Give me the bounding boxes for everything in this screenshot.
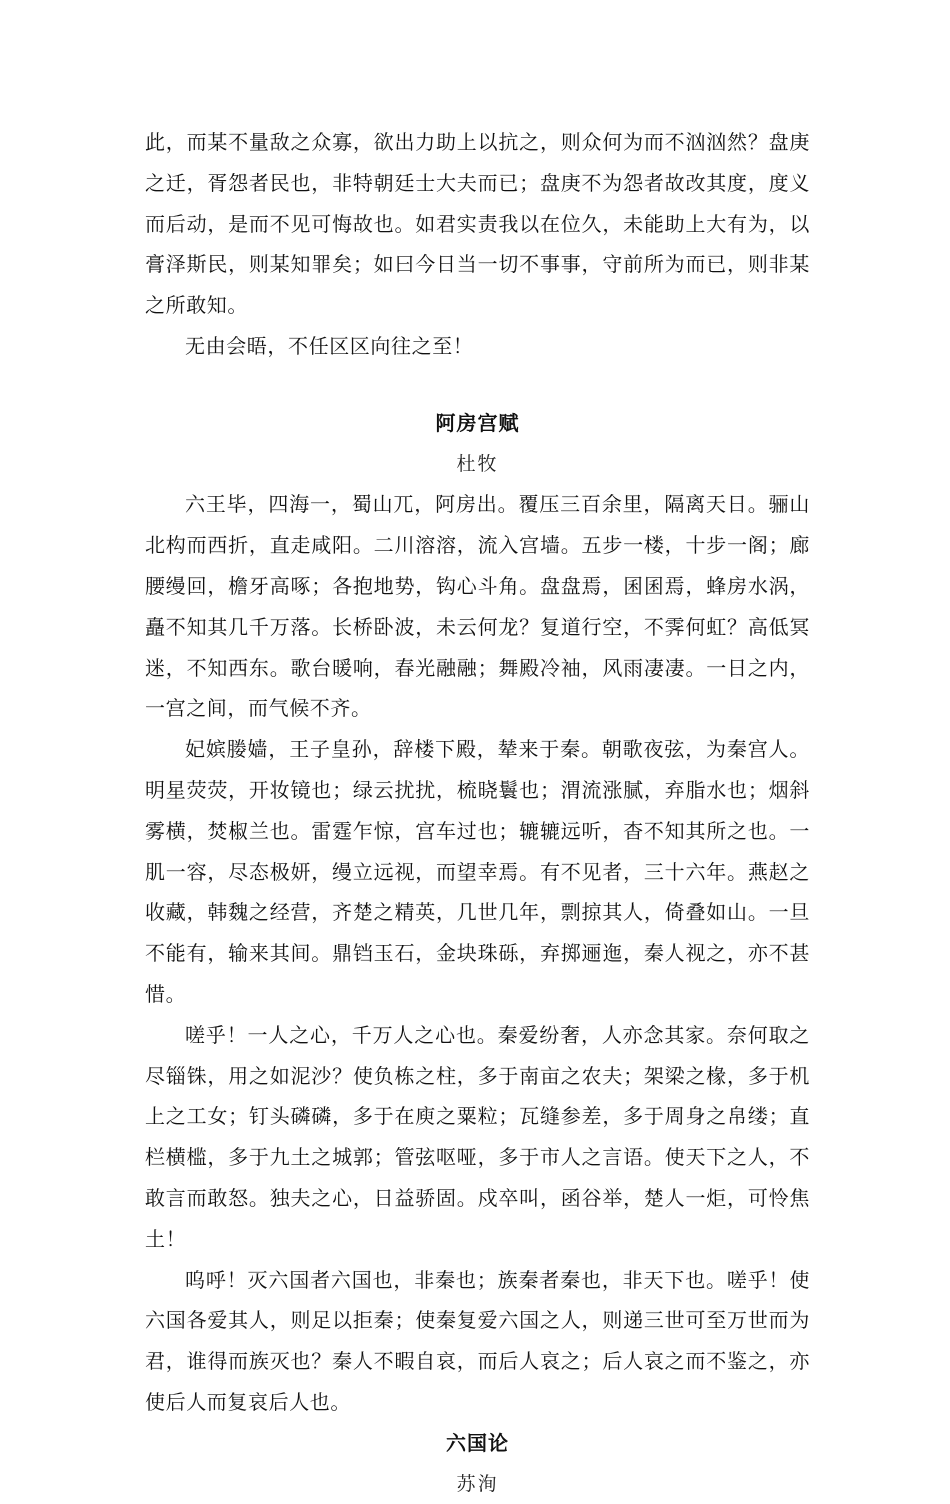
afang-paragraph-2: 妃嫔媵嫱，王子皇孙，辞楼下殿，辇来于秦。朝歌夜弦，为秦宫人。明星荧荧，开妆镜也；绿云扰扰，梳晓鬟也；渭流涨腻，弃脂水也；烟斜雾横，焚椒兰也。雷霆乍惊，宫车过也；辘辘远听，杳不知其所之也。一肌一容，尽态极妍，缦立远视，而望幸焉。有不见者，三十六年。燕赵之收藏，韩魏之经营，齐楚之精英，几世几年，剽掠其人，倚叠如山。一旦不能有，输来其间。鼎铛玉石，金块珠砾，弃掷逦迤，秦人视之，亦不甚惜。: [145, 729, 810, 1015]
letter-closing: 无由会晤，不任区区向往之至！: [145, 326, 810, 367]
afang-author: 杜牧: [145, 444, 810, 485]
section-gap: [145, 367, 810, 403]
afang-title: 阿房宫赋: [145, 403, 810, 444]
document-page: [145, 122, 810, 1504]
liuguo-author: 苏洵: [145, 1464, 810, 1504]
afang-paragraph-3: 嗟乎！一人之心，千万人之心也。秦爱纷奢，人亦念其家。奈何取之尽锱铢，用之如泥沙？使负栋之柱，多于南亩之农夫；架梁之椽，多于机上之工女；钉头磷磷，多于在庾之粟粒；瓦缝参差，多于周身之帛缕；直栏横槛，多于九土之城郭；管弦呕哑，多于市人之言语。使天下之人，不敢言而敢怒。独夫之心，日益骄固。戍卒叫，函谷举，楚人一炬，可怜焦土！: [145, 1015, 810, 1260]
letter-paragraph-end: 此，而某不量敌之众寡，欲出力助上以抗之，则众何为而不汹汹然？盘庚之迁，胥怨者民也，非特朝廷士大夫而已；盘庚不为怨者故改其度，度义而后动，是而不见可悔故也。如君实责我以在位久，未能助上大有为，以膏泽斯民，则某知罪矣；如曰今日当一切不事事，守前所为而已，则非某之所敢知。: [145, 122, 810, 326]
afang-paragraph-4: 呜呼！灭六国者六国也，非秦也；族秦者秦也，非天下也。嗟乎！使六国各爱其人，则足以拒秦；使秦复爱六国之人，则递三世可至万世而为君，谁得而族灭也？秦人不暇自哀，而后人哀之；后人哀之而不鉴之，亦使后人而复哀后人也。: [145, 1260, 810, 1423]
afang-paragraph-1: 六王毕，四海一，蜀山兀，阿房出。覆压三百余里，隔离天日。骊山北构而西折，直走咸阳。二川溶溶，流入宫墙。五步一楼，十步一阁；廊腰缦回，檐牙高啄；各抱地势，钩心斗角。盘盘焉，囷囷焉，蜂房水涡，矗不知其几千万落。长桥卧波，未云何龙？复道行空，不霁何虹？高低冥迷，不知西东。歌台暖响，春光融融；舞殿冷袖，风雨凄凄。一日之内，一宫之间，而气候不齐。: [145, 484, 810, 729]
liuguo-title: 六国论: [145, 1423, 810, 1464]
